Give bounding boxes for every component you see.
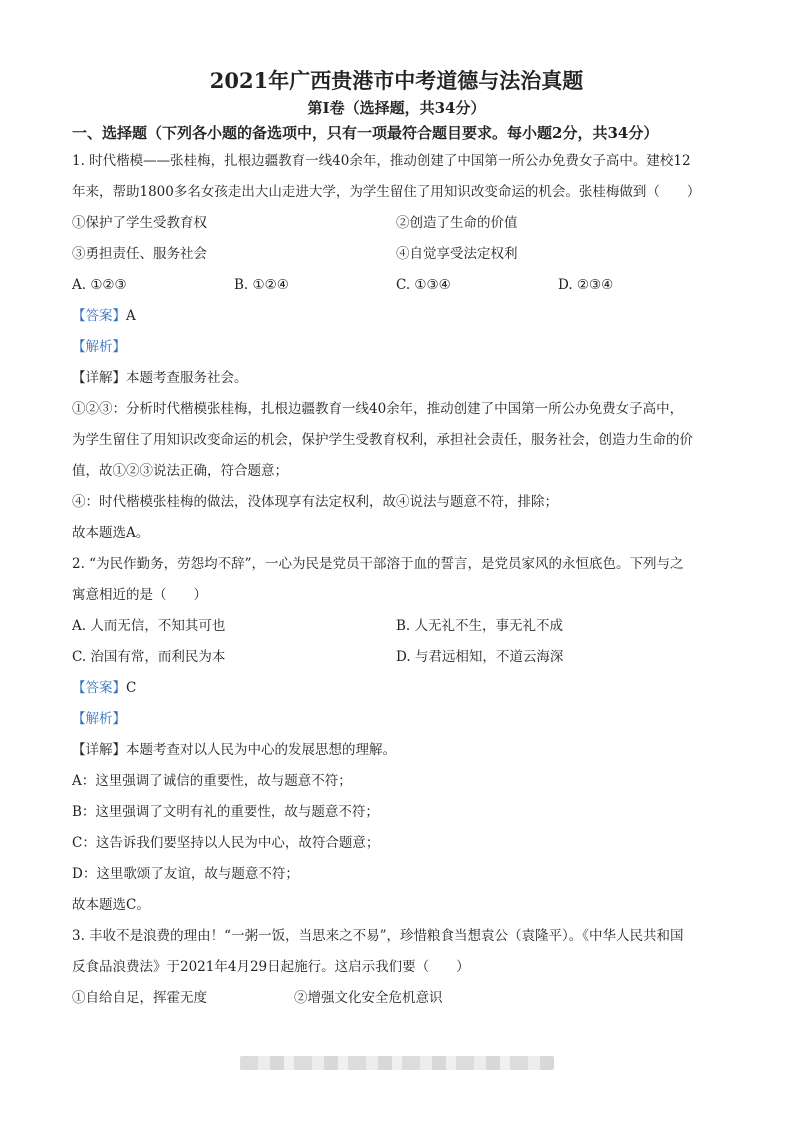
q1-stem-line-2: 年来，帮助1800多名女孩走出大山走进大学，为学生留住了用知识改变命运的机会。张桂梅做到（ ） [72,184,701,200]
detail-tag: 【详解】 [72,370,126,386]
q1-conclusion: 故本题选A。 [72,525,150,541]
answer-tag: 【答案】 [72,308,126,324]
q1-answer-value: A [126,308,136,324]
q2-explanation-b: B：这里强调了文明有礼的重要性，故与题意不符； [72,804,379,820]
q2-conclusion: 故本题选C。 [72,897,150,913]
q1-answer [72,301,721,332]
q2-answer-value: C [126,680,137,696]
q2-choice-a: A. 人而无信，不知其可也 [72,618,226,634]
q1-detail [72,363,721,394]
q1-stem-line-1: 1. 时代楷模——张桂梅，扎根边疆教育一线40余年，推动创建了中国第一所公办免费女子高中。建校12 [72,153,691,169]
q2-explanation-c: C：这告诉我们要坚持以人民为中心，故符合题意； [72,835,380,851]
q3-statement-1: ①自给自足，挥霍无度 [72,990,207,1006]
analysis-tag: 【解析】 [72,339,126,355]
q1-choice-a: A. ①②③ [72,277,127,293]
q1-statement-4: ④自觉享受法定权利 [396,246,518,262]
question-2 [72,549,721,921]
q1-statement-1: ①保护了学生受教育权 [72,215,207,231]
detail-tag: 【详解】 [72,742,126,758]
q1-detail-text: 本题考查服务社会。 [126,370,248,386]
q2-choice-d: D. 与君远相知，不道云海深 [396,649,564,665]
q2-explanation-d: D：这里歌颂了友谊，故与题意不符； [72,866,299,882]
q2-analysis [72,704,721,735]
q2-choices-row-1 [72,611,721,642]
q2-detail-text: 本题考查对以人民为中心的发展思想的理解。 [126,742,396,758]
q1-choice-c: C. ①③④ [396,277,451,293]
q1-explanation-2: 为学生留住了用知识改变命运的机会，保护学生受教育权利，承担社会责任，服务社会，创造力生命的价 [72,432,693,448]
section-heading: 一、选择题（下列各小题的备选项中，只有一项最符合题目要求。每小题2分，共34分） [72,124,659,142]
q2-choices-row-2 [72,642,721,673]
q2-stem-line-1: 2. “为民作勤务，劳怨均不辞”，一心为民是党员干部溶于血的誓言，是党员家风的永恒底色。下列与之 [72,556,684,572]
page-subtitle: 第Ⅰ卷（选择题，共34分） [307,99,486,117]
q2-choice-b: B. 人无礼不生，事无礼不成 [396,618,564,634]
q3-stem-line-2: 反食品浪费法》于2021年4月29日起施行。这启示我们要（ ） [72,959,470,975]
q1-choice-b: B. ①②④ [234,277,289,293]
q1-explanation-1: ①②③：分析时代楷模张桂梅，扎根边疆教育一线40余年，推动创建了中国第一所公办免费女子高中， [72,401,684,417]
q1-explanation-4: ④：时代楷模张桂梅的做法，没体现享有法定权利，故④说法与题意不符，排除； [72,494,558,510]
q2-explanation-a: A：这里强调了诚信的重要性，故与题意不符； [72,773,352,789]
blurred-watermark [240,1056,554,1070]
q2-answer [72,673,721,704]
question-1 [72,146,721,549]
q1-choices [72,270,721,301]
q1-analysis [72,332,721,363]
q2-stem-line-2: 寓意相近的是（ ） [72,587,207,603]
q3-statements-row-1 [72,983,721,1014]
q3-stem-line-1: 3. 丰收不是浪费的理由！“一粥一饭，当思来之不易”，珍惜粮食当想袁公（袁隆平）。《中华人民共和国 [72,928,684,944]
q2-choice-c: C. 治国有常，而利民为本 [72,649,226,665]
q1-statements-row-2 [72,239,721,270]
q1-explanation-3: 值，故①②③说法正确，符合题意； [72,463,288,479]
page-title: 2021年广西贵港市中考道德与法治真题 [209,68,584,93]
analysis-tag: 【解析】 [72,711,126,727]
question-3 [72,921,721,1014]
q1-statement-3: ③勇担责任、服务社会 [72,246,207,262]
q1-statement-2: ②创造了生命的价值 [396,215,518,231]
q1-choice-d: D. ②③④ [558,277,614,293]
q1-statements-row-1 [72,208,721,239]
q2-detail [72,735,721,766]
q3-statement-2: ②增强文化安全危机意识 [294,990,443,1006]
answer-tag: 【答案】 [72,680,126,696]
